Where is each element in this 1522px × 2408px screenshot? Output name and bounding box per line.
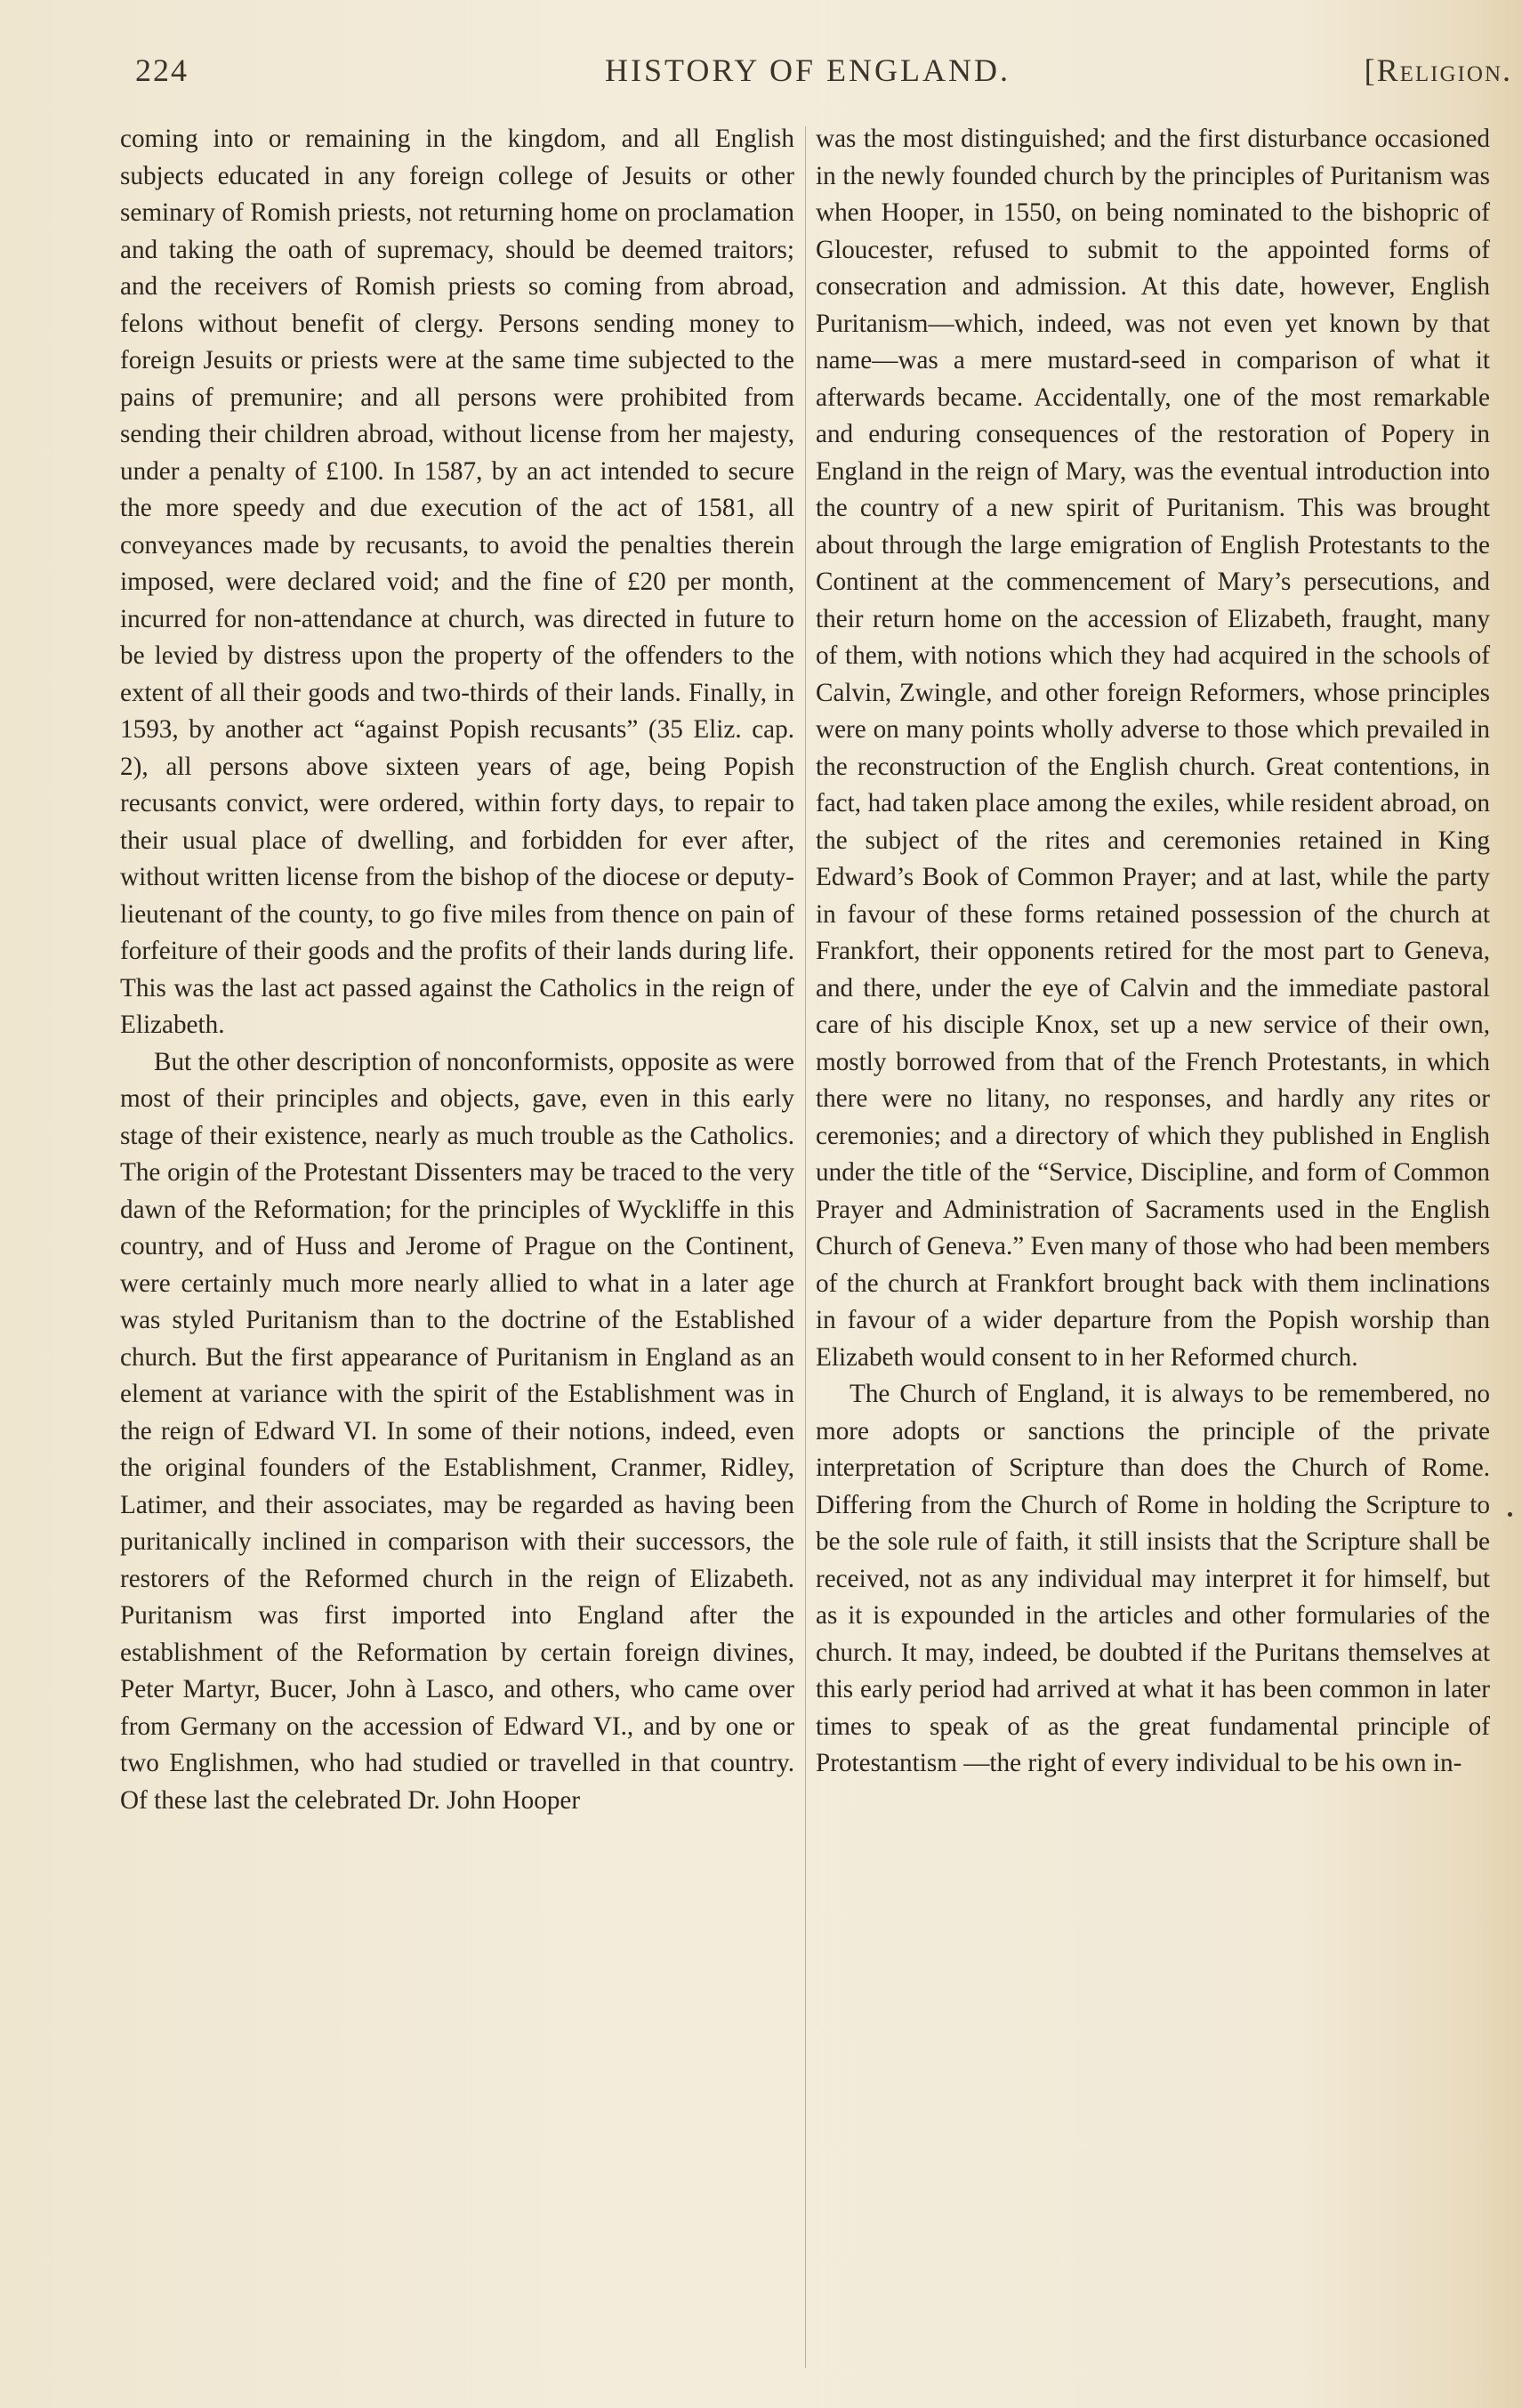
running-title: HISTORY OF ENGLAND.	[605, 52, 1011, 88]
right-paragraph-1: was the most distinguished; and the first disturbance occasioned in the newly founded church by the principles of Puritanism was when Hooper, in 1550, on being nominated to the bishopric of Gloucester, refused to submit to the appointed forms of consecration and admission. At this date, however, English Puritanism—which, indeed, was not even yet known by that name—was a mere mustard-seed in comparison of what it afterwards became. Accidentally, one of the most remarkable and enduring consequences of the restoration of Popery in England in the reign of Mary, was the eventual introduction into the country of a new spirit of Puritanism. This was brought about through the large emigration of English Protestants to the Continent at the commencement of Mary’s persecutions, and their return home on the accession of Elizabeth, fraught, many of them, with notions which they had acquired in the schools of Calvin, Zwingle, and other foreign Reformers, whose principles were on many points wholly adverse to those which prevailed in the reconstruction of the English church. Great contentions, in fact, had taken place among the exiles, while resident abroad, on the subject of the rites and ceremonies retained in King Edward’s Book of Common Prayer; and at last, while the party in favour of these forms retained possession of the church at Frankfort, their opponents retired for the most part to Geneva, and there, under the eye of Calvin and the immediate pastoral care of his disciple Knox, set up a new service of their own, mostly borrowed from that of the French Protestants, in which there were no litany, no responses, and hardly any rites or ceremonies; and a directory of which they published in English under the title of the “Service, Discipline, and form of Common Prayer and Administration of Sacraments used in the English Church of Geneva.” Even many of those who had been members of the church at Frankfort brought back with them inclinations in favour of a wider departure from the Popish worship than Elizabeth would consent to in her Reformed church.	[816, 125, 1490, 1372]
section-label: [Religion.	[1364, 52, 1512, 88]
right-paragraph-2: The Church of England, it is always to be remembered, no more adopts or sanctions the principle of the private interpretation of Scripture than does the Church of Rome. Differing from the Church of Rome in holding the Scripture to be the sole rule of faith, it still insists that the Scripture shall be received, not as any individual may interpret it for himself, but as it is expounded in the articles and other formularies of the church. It may, indeed, be doubted if the Puritans themselves at this early period had arrived at what it has been common in later times to speak of as the great fundamental principle of Protestantism —the right of every individual to be his own in-	[816, 1380, 1490, 1777]
running-head	[125, 52, 1512, 96]
left-column	[120, 121, 794, 1819]
left-paragraph-1: coming into or remaining in the kingdom, and all English subjects educated in any foreign college of Jesuits or other seminary of Romish priests, not returning home on proclamation and taking the oath of supremacy, should be deemed traitors; and the receivers of Romish priests so coming from abroad, felons without benefit of clergy. Persons sending money to foreign Jesuits or priests were at the same time subjected to the pains of premunire; and all persons were prohibited from sending their children abroad, without license from her majesty, under a penalty of £100. In 1587, by an act intended to secure the more speedy and due execution of the act of 1581, all conveyances made by recusants, to avoid the penalties therein imposed, were declared void; and the fine of £20 per month, incurred for non-attendance at church, was directed in future to be levied by distress upon the property of the offenders to the extent of all their goods and two-thirds of their lands. Finally, in 1593, by another act “against Popish recusants” (35 Eliz. cap. 2), all persons above sixteen years of age, being Popish recusants convict, were ordered, within forty days, to repair to their usual place of dwelling, and forbidden for ever after, without written license from the bishop of the diocese or deputy-lieutenant of the county, to go five miles from thence on pain of forfeiture of their goods and the profits of their lands during life. This was the last act passed against the Catholics in the reign of Elizabeth.	[120, 125, 794, 1039]
page-number: 224	[135, 52, 189, 88]
right-column	[816, 121, 1490, 1783]
text-columns	[120, 121, 1490, 2380]
left-paragraph-2: But the other description of nonconformists, opposite as were most of their principles and objects, gave, even in this early stage of their existence, nearly as much trouble as the Catholics. The origin of the Protestant Dissenters may be traced to the very dawn of the Reformation; for the principles of Wyckliffe in this country, and of Huss and Jerome of Prague on the Continent, were certainly much more nearly allied to what in a later age was styled Puritanism than to the doctrine of the Established church. But the first appearance of Puritanism in England as an element at variance with the spirit of the Establishment was in the reign of Edward VI. In some of their notions, indeed, even the original founders of the Establishment, Cranmer, Ridley, Latimer, and their associates, may be regarded as having been puritanically inclined in comparison with their successors, the restorers of the Reformed church in the reign of Elizabeth. Puritanism was first imported into England after the establishment of the Reformation by certain foreign divines, Peter Martyr, Bucer, John à Lasco, and others, who came over from Germany on the accession of Edward VI., and by one or two Englishmen, who had studied or travelled in that country. Of these last the celebrated Dr. John Hooper	[120, 1047, 794, 1815]
margin-speck	[1508, 1512, 1512, 1517]
column-divider	[805, 126, 806, 2368]
